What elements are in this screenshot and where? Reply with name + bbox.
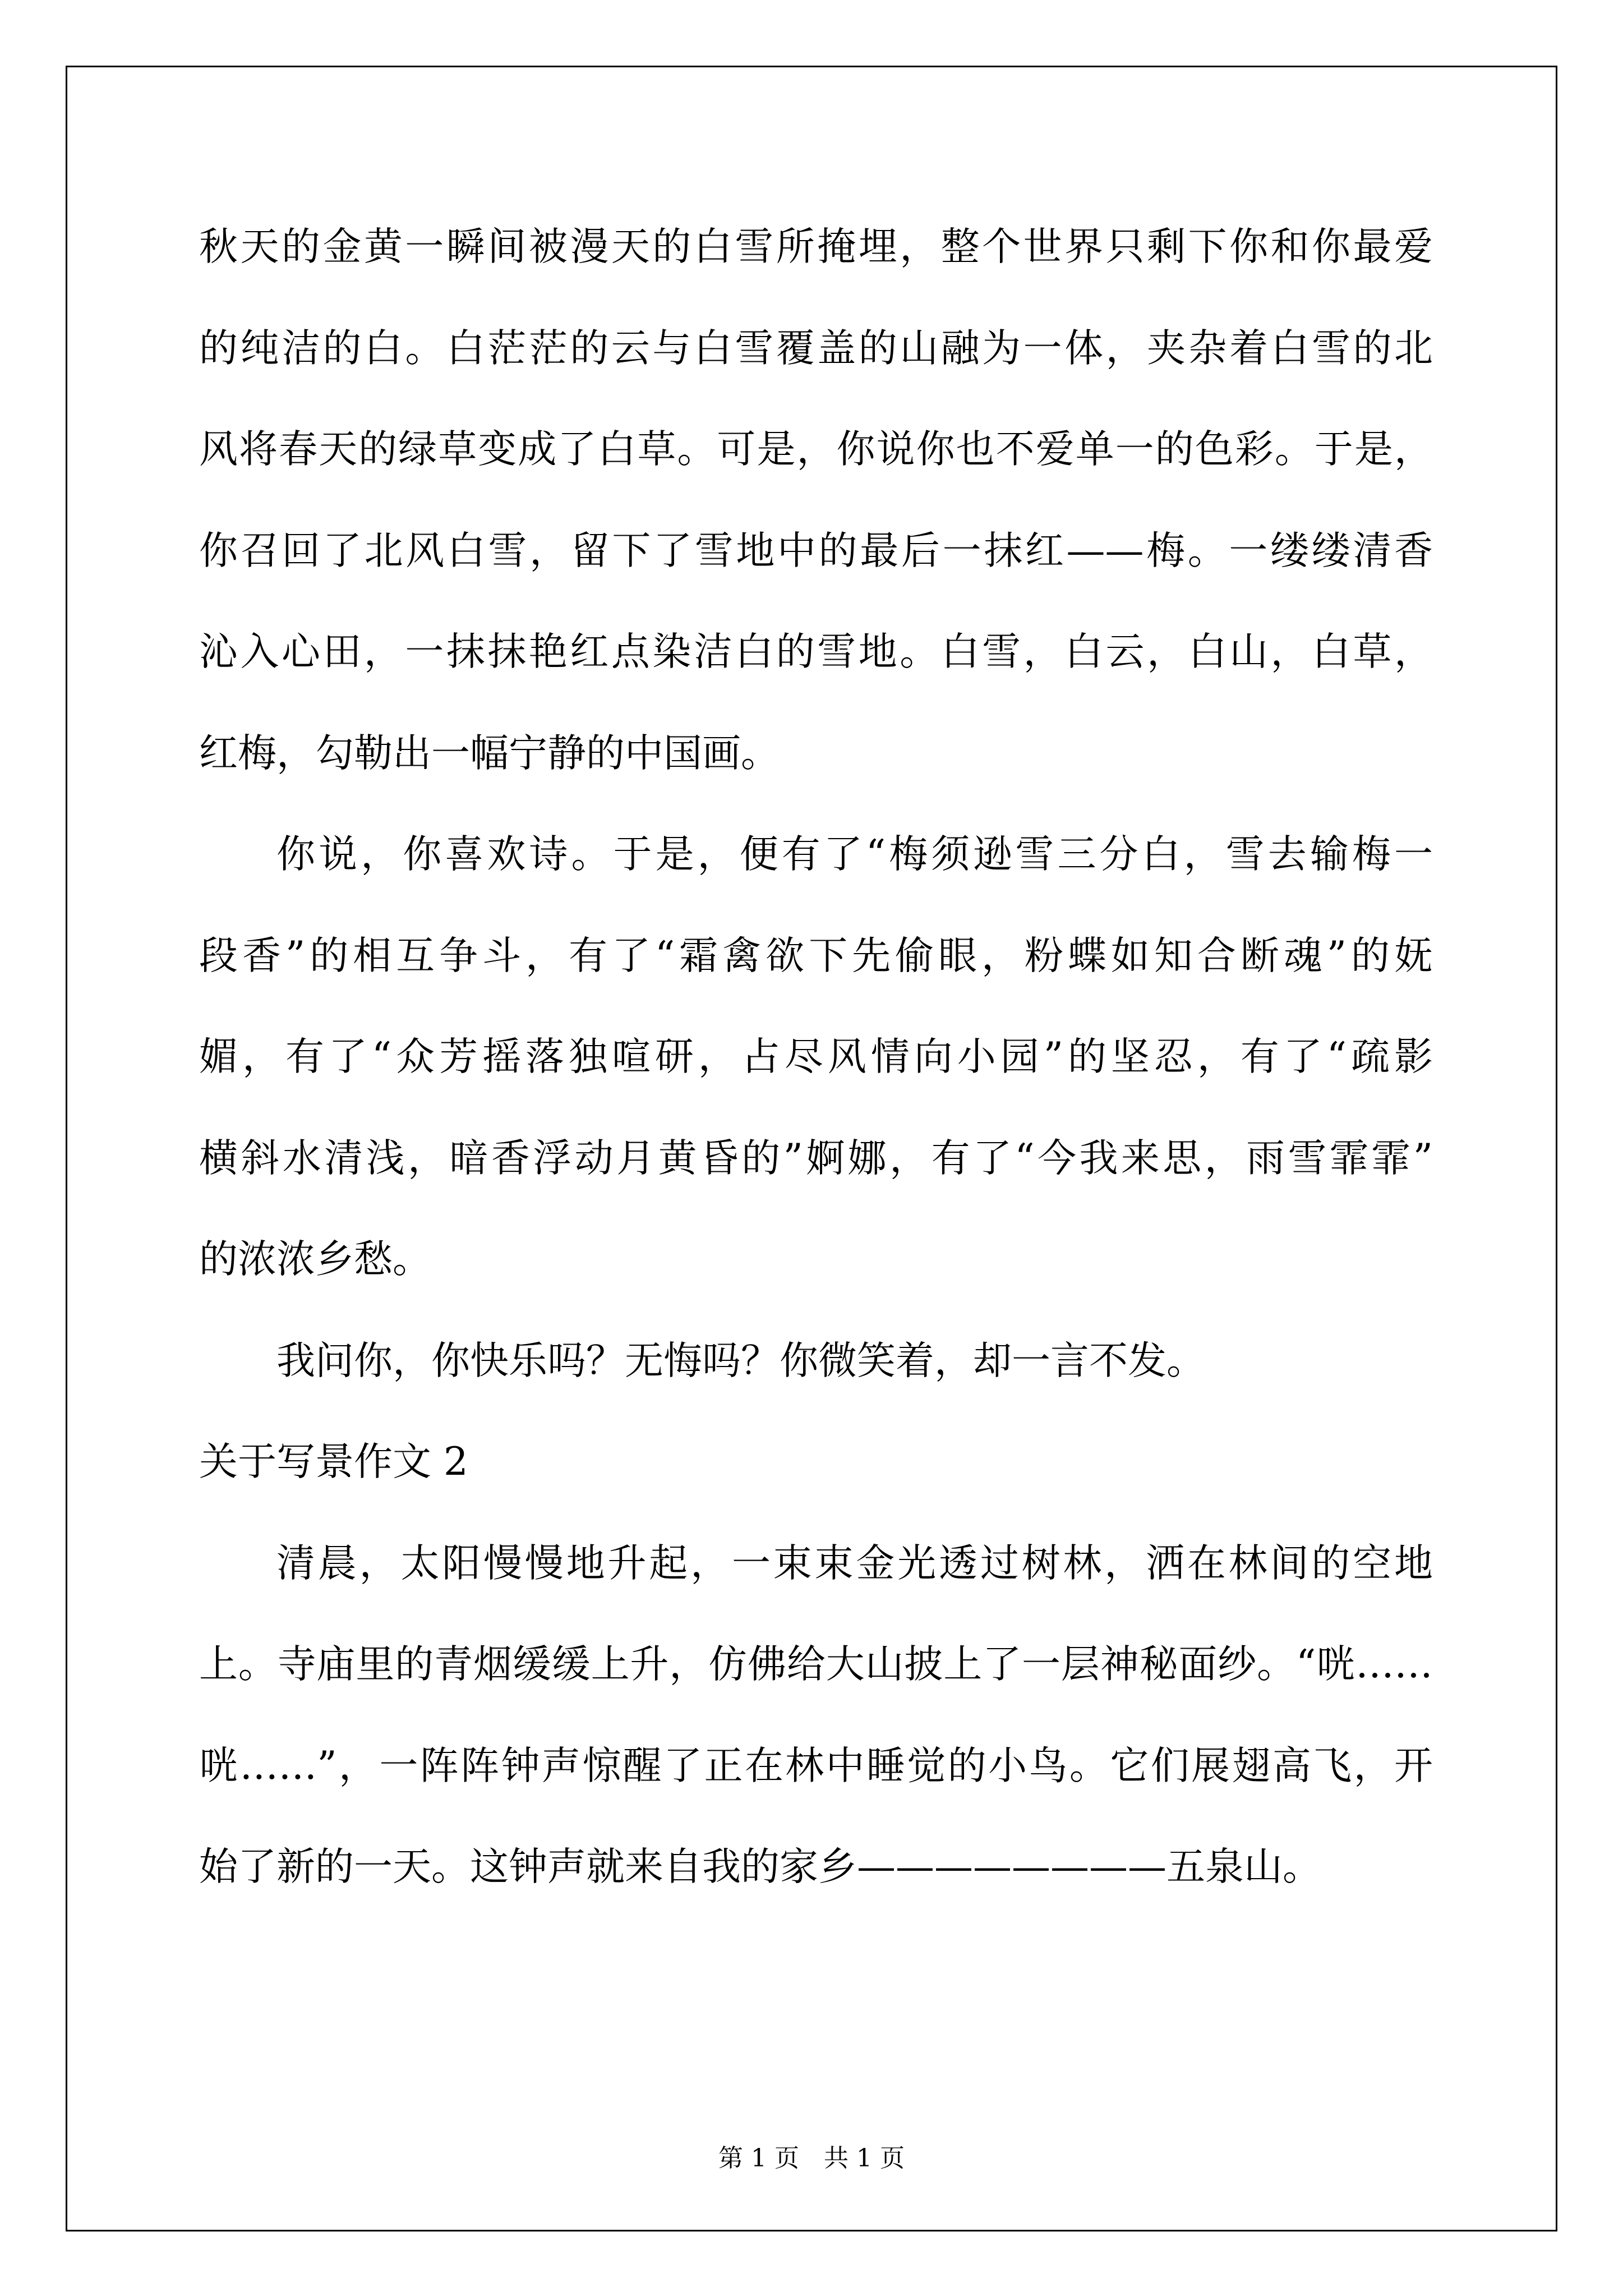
- text-line: 红梅，勾勒出一幅宁静的中国画。: [199, 730, 780, 776]
- text-line: 风将春天的绿草变成了白草。可是，你说你也不爱单一的色彩。于是，: [199, 427, 1433, 472]
- paragraph-start-line: 清晨，太阳慢慢地升起，一束束金光透过树林，洒在林间的空地: [276, 1540, 1433, 1586]
- section-heading: 关于写景作文 2: [199, 1439, 468, 1484]
- text-line: 媚，有了“众芳摇落独喧研，占尽风情向小园”的坚忍，有了“疏影: [199, 1034, 1433, 1079]
- text-line: 咣……”，一阵阵钟声惊醒了正在林中睡觉的小鸟。它们展翅高飞，开: [199, 1743, 1433, 1788]
- text-line: 始了新的一天。这钟声就来自我的家乡————————五泉山。: [199, 1844, 1321, 1889]
- paragraph-start-line: 你说，你喜欢诗。于是，便有了“梅须逊雪三分白，雪去输梅一: [276, 832, 1433, 877]
- text-line: 你召回了北风白雪，留下了雪地中的最后一抹红——梅。一缕缕清香: [199, 528, 1433, 573]
- page-number-footer: 第 1 页 共 1 页: [718, 2144, 905, 2173]
- text-line: 的纯洁的白。白茫茫的云与白雪覆盖的山融为一体，夹杂着白雪的北: [199, 325, 1433, 371]
- text-line: 横斜水清浅，暗香浮动月黄昏的”婀娜，有了“今我来思，雨雪霏霏”: [199, 1135, 1433, 1181]
- text-line: 秋天的金黄一瞬间被漫天的白雪所掩埋，整个世界只剩下你和你最爱: [199, 224, 1433, 269]
- document-body: [199, 196, 1433, 1918]
- text-line: 沁入心田，一抹抹艳红点染洁白的雪地。白雪，白云，白山，白草，: [199, 629, 1433, 674]
- text-line: 上。寺庙里的青烟缓缓上升，仿佛给大山披上了一层神秘面纱。“咣……: [199, 1642, 1433, 1687]
- paragraph-start-line: 我问你，你快乐吗？无悔吗？你微笑着，却一言不发。: [276, 1338, 1205, 1383]
- text-line: 段香”的相互争斗，有了“霜禽欲下先偷眼，粉蝶如知合断魂”的妩: [199, 933, 1433, 978]
- text-line: 的浓浓乡愁。: [199, 1237, 431, 1282]
